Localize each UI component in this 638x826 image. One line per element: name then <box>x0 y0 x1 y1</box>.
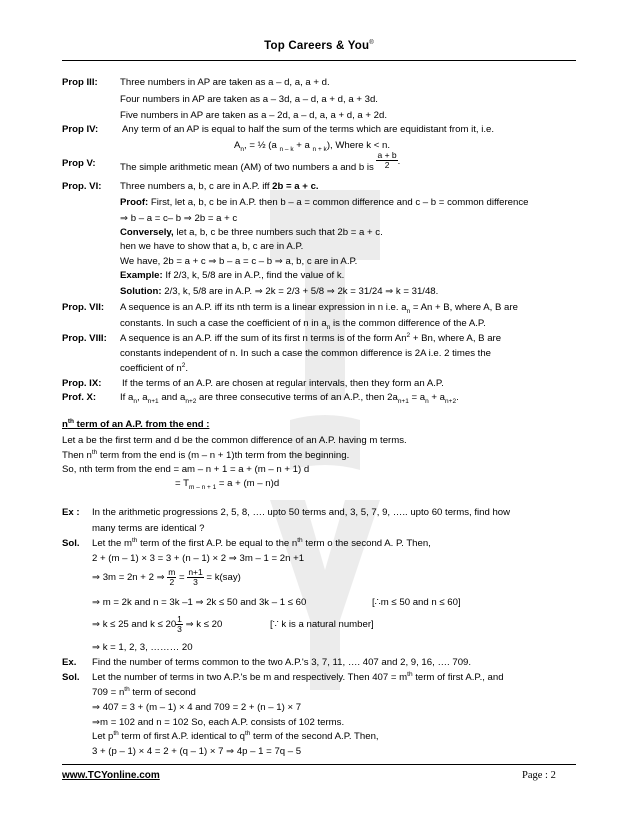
section-line: Let a be the first term and d be the common difference of an A.P. having m terms. <box>62 435 407 446</box>
solution-2-line: Let $p^{th}$ term of first A.P. identical to $q^{th}$ term of the second A.P. Then, <box>92 729 379 742</box>
solution-2-line: ⇒m = 102 and n = 102 So, each A.P. consists of 102 terms. <box>92 717 345 728</box>
prop-viii-label: Prop. VIII: <box>62 333 107 344</box>
prop-iii-line: Five numbers in AP are taken as a – 2d, a – d, a, a + d, a + 2d. <box>120 110 388 121</box>
solution-1-label: Sol. <box>62 538 80 549</box>
prop-iii-label: Prop III: <box>62 77 98 88</box>
prop-iv-formula: $A_n$, = ½ (a $_{n - k}$ + a $_{n + k}$), Where k < n. <box>234 140 390 153</box>
prop-vi-converse: Conversely, let a, b, c be three numbers such that 2b = a + c. <box>120 227 383 238</box>
page-number: Page : 2 <box>522 770 556 781</box>
prop-vi-solution: Solution: 2/3, k, 5/8 are in A.P. ⇒ 2k = 2/3 + 5/8 ⇒ 2k = 31/24 ⇒ k = 31/48. <box>120 286 439 297</box>
prop-x-label: Prof. X: <box>62 392 97 403</box>
header-rule <box>62 60 576 61</box>
prop-iii-line: Three numbers in AP are taken as a – d, a, a + d. <box>120 77 330 88</box>
solution-1-line: ⇒ k ≤ 25 and k ≤ 20 $\frac{1}{3}$ ⇒ k ≤ 20 <box>92 614 223 634</box>
prop-vi-proof: Proof: First, let a, b, c be in A.P. then b – a = common difference and c – b = common difference <box>120 197 529 208</box>
prop-v-line: The simple arithmetic mean (AM) of two numbers a and b is $\frac{a + b}{2}$ . <box>120 150 401 174</box>
solution-1-line: ⇒ m = 2k and n = 3k –1 ⇒ 2k ≤ 50 and 3k – 1 ≤ 60 <box>92 597 307 608</box>
prop-viii-line: coefficient of $n^2$. <box>120 361 188 374</box>
solution-2-line: $709 = n^{th}$ term of second <box>92 685 196 698</box>
fraction: $\frac{a + b}{2}$ <box>377 150 397 170</box>
solution-1-line: 2 + (m – 1) × 3 = 3 + (n – 1) × 2 ⇒ 3m – 1 = 2n +1 <box>92 553 305 564</box>
prop-viii-line: constants independent of n. In such a case the common difference is 2A i.e. 2 times the <box>120 348 492 359</box>
solution-1-line: ⇒ 3m = 2n + 2 ⇒ $\frac{m}{2}$ = $\frac{n+1}{3}$ = k(say) <box>92 567 241 587</box>
brand-name: Top Careers & You <box>264 40 370 52</box>
prop-vi-line: hen we have to show that a, b, c are in A.P. <box>120 241 304 252</box>
solution-1-note: [∴m ≤ 50 and n ≤ 60] <box>372 597 461 608</box>
page-header <box>0 40 638 52</box>
solution-1-line: Let the $m^{th}$ term of the first A.P. be equal to the $n^{th}$ term o the second A. P. Then, <box>92 536 431 549</box>
prop-vi-line: We have, 2b = a + c ⇒ b – a = c – b ⇒ a, b, c are in A.P. <box>120 256 358 267</box>
prop-ix-label: Prop. IX: <box>62 378 102 389</box>
website-link[interactable]: www.TCYonline.com <box>62 770 160 781</box>
solution-1-line: ⇒ k = 1, 2, 3, ……… 20 <box>92 642 193 653</box>
prop-vi-line: Three numbers a, b, c are in A.P. iff 2b = a + c. <box>120 181 319 192</box>
prop-vii-line: constants. In such a case the coefficient of n in $a_n$ is the common difference of the A.P. <box>120 318 486 331</box>
prop-vii-label: Prop. VII: <box>62 302 105 313</box>
prop-v-label: Prop V: <box>62 158 96 169</box>
prop-iv-line: Any term of an AP is equal to half the sum of the terms which are equidistant from it, i.e. <box>122 124 495 135</box>
example-1-label: Ex : <box>62 507 80 518</box>
prop-iv-label: Prop IV: <box>62 124 99 135</box>
section-line: So, nth term from the end = am – n + 1 = a + (m – n + 1) d <box>62 464 310 475</box>
solution-2-line: ⇒ 407 = 3 + (m – 1) × 4 and 709 = 2 + (n – 1) × 7 <box>92 702 302 713</box>
section-line: Then $n^{th}$ term from the end is (m – n + 1)th term from the beginning. <box>62 448 350 461</box>
footer-rule <box>62 764 576 765</box>
section-heading: $n^{th}$ term of an A.P. from the end : <box>62 417 210 430</box>
example-2-label: Ex. <box>62 657 77 668</box>
section-line: = $T_{m - n + 1} = a + (m - n)d$ <box>175 478 280 491</box>
prop-x-line: If $a_n$, $a_{n+1}$ and $a_{n+2}$ are three consecutive terms of an A.P., then $2a_{n+1} = a_n + a_{n+2}$. <box>120 392 459 405</box>
prop-ix-line: If the terms of an A.P. are chosen at regular intervals, then they form an A.P. <box>122 378 444 389</box>
prop-iii-line: Four numbers in AP are taken as a – 3d, a – d, a + d, a + 3d. <box>120 94 378 105</box>
example-1-question: many terms are identical ? <box>92 523 205 534</box>
prop-vii-line: A sequence is an A.P. iff its nth term is a linear expression in n i.e. $a_n = An + B$, where A, B are <box>120 302 518 315</box>
solution-2-line: Let the number of terms in two A.P.'s be m and respectively. Then $407 = m^{th}$ term of first A.P., and <box>92 670 504 683</box>
prop-vi-line: ⇒ b – a = c– b ⇒ 2b = a + c <box>120 213 238 224</box>
registered-mark: ® <box>369 40 374 47</box>
solution-2-line: 3 + (p – 1) × 4 = 2 + (q – 1) × 7 ⇒ 4p – 1 = 7q – 5 <box>92 746 302 757</box>
prop-viii-line: A sequence is an A.P. iff the sum of its first n terms is of the form $An^2 + Bn$, where A, B are <box>120 331 502 344</box>
solution-1-note: [∵ k is a natural number] <box>270 619 374 630</box>
example-2-question: Find the number of terms common to the two A.P.'s 3, 7, 11, …. 407 and 2, 9, 16, …. 709. <box>92 657 472 668</box>
prop-vi-label: Prop. VI: <box>62 181 102 192</box>
solution-2-label: Sol. <box>62 672 80 683</box>
prop-vi-example: Example: If 2/3, k, 5/8 are in A.P., find the value of k. <box>120 270 345 281</box>
example-1-question: In the arithmetic progressions 2, 5, 8, …. upto 50 terms and, 3, 5, 7, 9, ….. upto 60 terms, find how <box>92 507 511 518</box>
